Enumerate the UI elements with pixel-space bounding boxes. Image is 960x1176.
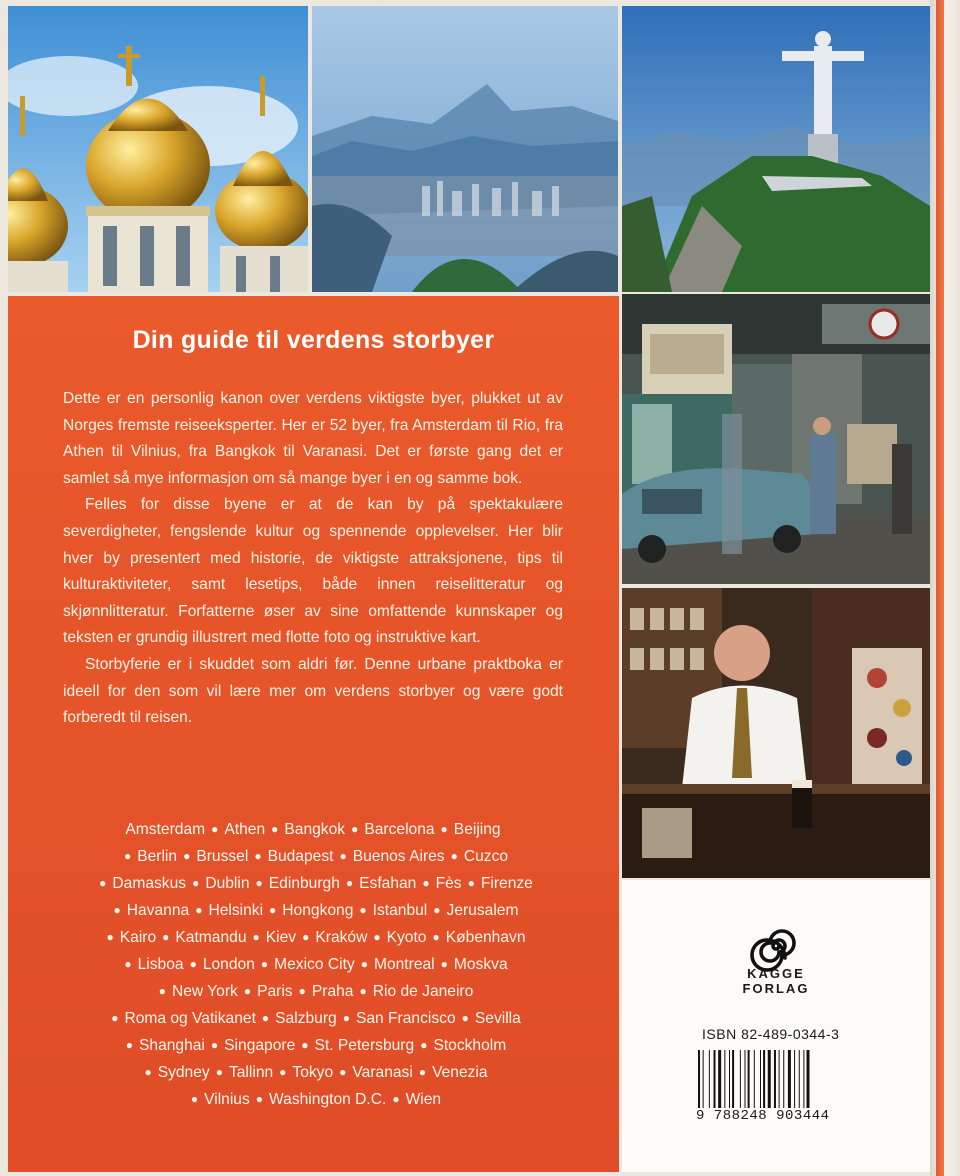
panel-title: Din guide til verdens storbyer [132,326,495,354]
city-list-line [48,1059,578,1086]
bullet-icon: ● [260,957,269,971]
city-name: Budapest [267,848,334,865]
city-name: Venezia [432,1064,488,1081]
bullet-icon: ● [269,903,277,917]
city-list-line [48,924,578,951]
bullet-icon: ● [189,957,197,971]
city-name: Istanbul [372,902,428,919]
bullet-icon: ● [345,876,354,890]
city-name: Beijing [453,821,501,838]
city-list-line [48,897,578,924]
paragraph-3: Storbyferie er i skuddet som aldri før. Denne urbane praktboka er ideell for den som vil lære mer om verdens storbyer og være godt forberedt til reisen. [63,655,563,727]
description-panel [8,296,619,1172]
bullet-icon: ● [351,822,359,836]
bullet-icon: ● [125,1038,133,1052]
city-name: Hongkong [282,902,354,919]
city-name: Amsterdam [125,821,206,838]
city-name: Wien [405,1091,442,1108]
bullet-icon: ● [183,849,191,863]
spine-color-edge [936,0,944,1176]
city-name: Helsinki [208,902,264,919]
city-list-line [48,843,578,870]
bullet-icon: ● [301,1038,309,1052]
bullet-icon: ● [450,849,458,863]
rio-skyline-photo [312,6,618,292]
city-name: Damaskus [112,875,187,892]
bullet-icon: ● [373,930,381,944]
bullet-icon: ● [144,1065,152,1079]
christ-redeemer-photo [622,6,930,292]
bullet-icon: ● [433,903,441,917]
city-name: San Francisco [355,1010,456,1027]
city-name: København [445,929,526,946]
bullet-icon: ● [99,876,107,890]
city-name: Paris [257,983,293,1000]
publisher-panel [622,880,930,1172]
bullet-icon: ● [440,822,448,836]
city-name: Mexico City [274,956,355,973]
city-name: Kyoto [386,929,427,946]
city-name: Cuzco [463,848,509,865]
bullet-icon: ● [243,984,252,998]
pub-bartender-photo [622,588,930,878]
city-name: Sydney [157,1064,210,1081]
city-list-line [48,978,578,1005]
bullet-icon: ● [339,1065,347,1079]
city-name: Havanna [126,902,190,919]
city-name: Dublin [205,875,250,892]
city-name: Buenos Aires [352,848,445,865]
bullet-icon: ● [461,1011,469,1025]
book-spine [930,0,960,1176]
bullet-icon: ● [359,903,367,917]
city-name: Jerusalem [446,902,519,919]
city-name: Rio de Janeiro [372,983,474,1000]
city-name: Barcelona [364,821,435,838]
bullet-icon: ● [261,1011,270,1025]
bullet-icon: ● [392,1092,400,1106]
city-name: New York [171,983,238,1000]
city-name: Tokyo [292,1064,334,1081]
city-name: St. Petersburg [314,1037,415,1054]
city-list [48,816,578,1113]
city-name: Edinburgh [268,875,340,892]
bullet-icon: ● [359,984,367,998]
city-list-line [48,1086,578,1113]
bullet-icon: ● [342,1011,350,1025]
publisher-name-line1: KAGGE [747,966,805,981]
bullet-icon: ● [432,930,440,944]
bullet-icon: ● [124,957,132,971]
bullet-icon: ● [271,822,279,836]
city-name: Katmandu [175,929,247,946]
bazaar-street-photo [622,294,930,584]
city-name: Lisboa [137,956,184,973]
city-name: Montreal [373,956,435,973]
city-name: Moskva [453,956,508,973]
bullet-icon: ● [420,1038,428,1052]
bullet-icon: ● [190,1092,199,1106]
spiral-logo-icon [750,920,802,972]
description-text [63,386,563,732]
bullet-icon: ● [418,1065,427,1079]
bullet-icon: ● [467,876,475,890]
city-name: Berlin [137,848,178,865]
bullet-icon: ● [113,903,121,917]
bullet-icon: ● [106,930,114,944]
city-name: Fès [435,875,462,892]
publisher-name [622,966,930,996]
bullet-icon: ● [339,849,347,863]
bullet-icon: ● [252,930,260,944]
bullet-icon: ● [111,1011,119,1025]
city-list-line [48,816,578,843]
bullet-icon: ● [255,1092,264,1106]
city-name: Stockholm [433,1037,507,1054]
barcode-digits: 9 788248 903444 [696,1108,856,1124]
bullet-icon: ● [215,1065,223,1079]
bullet-icon: ● [254,849,262,863]
city-name: Kraków [315,929,368,946]
bullet-icon: ● [279,1065,287,1079]
city-name: Athen [224,821,266,838]
city-name: Praha [311,983,354,1000]
city-name: Salzburg [275,1010,337,1027]
paragraph-2: Felles for disse byene er at de kan by på spektakulære severdigheter, fengslende kultur og spennende opplevelser. Her blir hver by presentert med historie, de viktigste attraksjonene, tips til kulturaktiviteter, samt lesetips, både innen reiselitteratur og skjønnlitteratur. Forfatterne øser av sine omfattende kunnskaper og teksten er grundig illustrert med flotte foto og instruktive kart. [63,496,563,647]
publisher-name-line2: FORLAG [742,981,810,996]
bullet-icon: ● [211,822,219,836]
bullet-icon: ● [255,876,263,890]
city-name: Brussel [196,848,249,865]
city-name: Kiev [265,929,297,946]
paragraph-1: Dette er en personlig kanon over verdens viktigste byer, plukket ut av Norges fremste reiseeksperter. Her er 52 byer, fra Amsterdam til Rio, fra Athen til Vilnius, fra Bangkok til Varanasi. Det er første gang det er samlet så mye informasjon om så mange byer i en og samme bok. [63,390,563,487]
bullet-icon: ● [123,849,132,863]
bullet-icon: ● [440,957,448,971]
city-list-line [48,1005,578,1032]
golden-domes-photo [8,6,308,292]
bullet-icon: ● [298,984,306,998]
city-name: Tallinn [228,1064,274,1081]
city-name: Firenze [480,875,533,892]
city-name: Bangkok [284,821,346,838]
bullet-icon: ● [210,1038,219,1052]
isbn-number: ISBN 82-489-0344-3 [702,1026,840,1042]
city-name: Washington D.C. [269,1091,387,1108]
city-name: Roma og Vatikanet [124,1010,256,1027]
bullet-icon: ● [192,876,200,890]
bullet-icon: ● [302,930,310,944]
bullet-icon: ● [422,876,430,890]
city-list-line [48,1032,578,1059]
bullet-icon: ● [158,984,166,998]
city-name: Sevilla [474,1010,521,1027]
city-name: Vilnius [204,1091,250,1108]
city-list-line [48,951,578,978]
city-name: Singapore [224,1037,296,1054]
city-name: Varanasi [352,1064,413,1081]
bullet-icon: ● [162,930,170,944]
bullet-icon: ● [360,957,368,971]
city-name: Esfahan [359,875,417,892]
city-name: London [202,956,255,973]
bullet-icon: ● [195,903,203,917]
city-list-line [48,870,578,897]
city-name: Kairo [119,929,157,946]
city-name: Shanghai [139,1037,205,1054]
